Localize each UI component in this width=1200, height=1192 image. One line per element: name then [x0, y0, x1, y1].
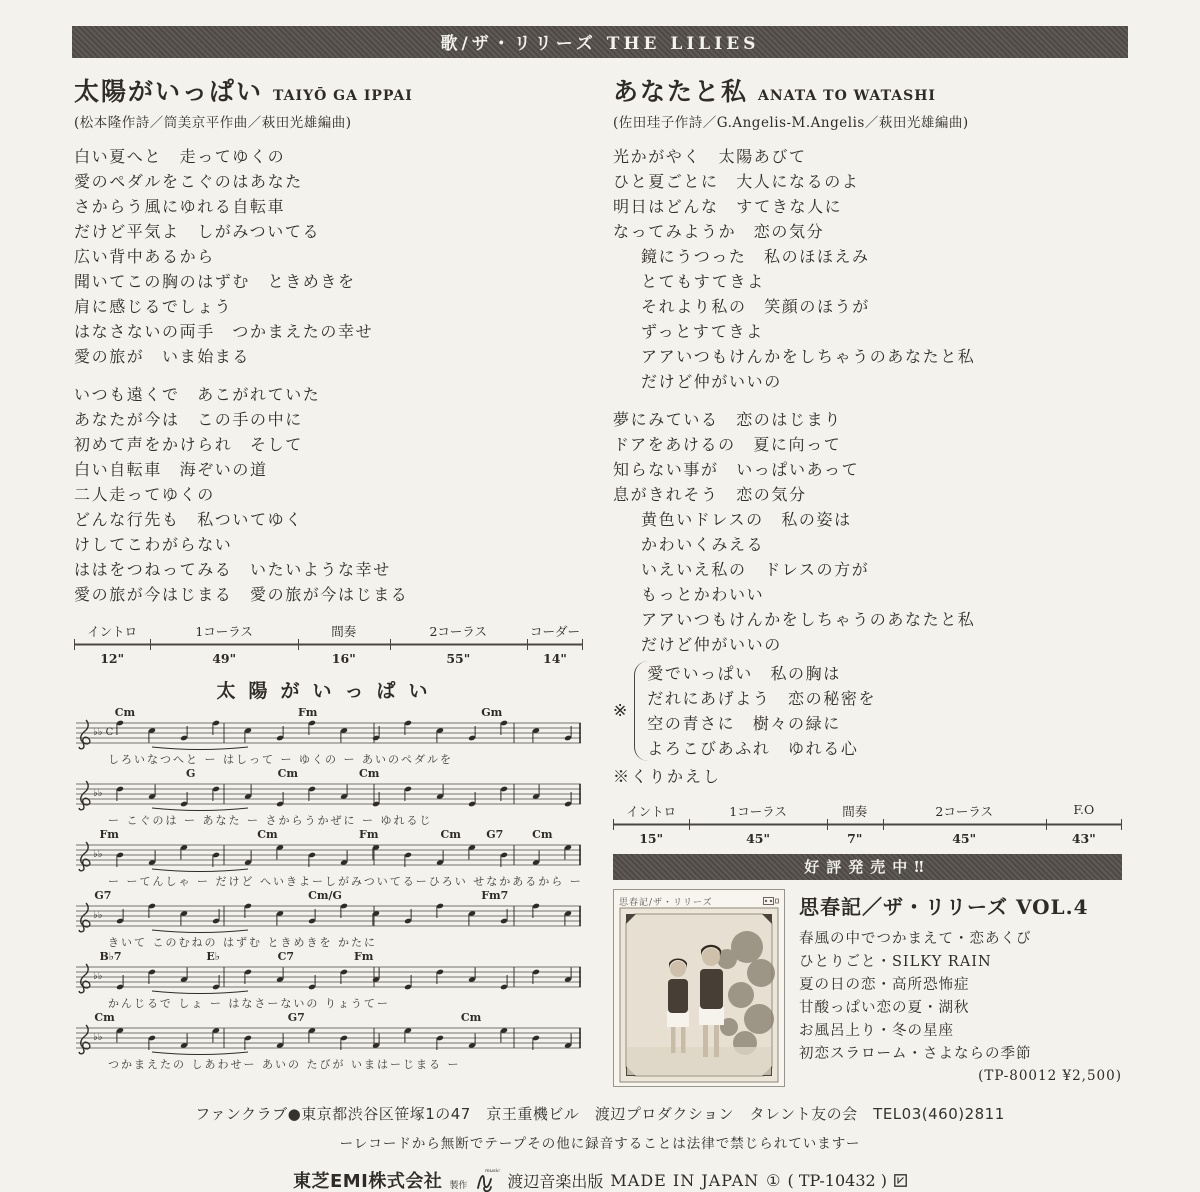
staff-row [74, 950, 583, 1008]
ad-band [613, 854, 1122, 880]
staff-row [74, 1011, 583, 1069]
left-song-column [74, 72, 583, 1087]
timeline-segment-line [298, 639, 390, 650]
lyric-line: 聞いてこの胸のはずむ ときめきを [74, 272, 356, 291]
header-band [72, 26, 1128, 58]
chord-symbol: Gm [481, 706, 503, 719]
album-track: 初恋スラローム・さよならの季節 [799, 1046, 1032, 1062]
timeline-segment-label: イントロ [626, 804, 677, 819]
lyric-line: なってみようか 恋の気分 [613, 222, 825, 241]
lyric-line: だけど平気よ しがみついてる [74, 222, 321, 241]
timeline-segment-duration: 7" [847, 831, 863, 846]
chord-symbol: G7 [486, 828, 504, 841]
staff-notation [74, 1024, 583, 1056]
timeline-segment-label: コーダー [529, 624, 580, 639]
album-cover-photo [619, 907, 779, 1083]
staff-chords [74, 767, 583, 780]
timeline-segment [74, 622, 150, 666]
staff-chords [74, 1011, 583, 1024]
right-song-verse-2 [613, 407, 1122, 657]
left-song-verse-1 [74, 144, 583, 369]
sheet-music [74, 706, 583, 1069]
lyric-line: 息がきれそう 恋の気分 [613, 485, 807, 504]
timeline-segment-label: イントロ [87, 624, 138, 639]
timeline-segment [390, 622, 527, 666]
staff-lyrics: ー こぐのは ー あなた ー さからうかぜに ー ゆれるじ [108, 814, 433, 827]
chord-symbol: Fm [297, 706, 318, 719]
left-song-verse-2 [74, 382, 583, 607]
lyric-line: 愛のペダルをこぐのはあなた [74, 172, 303, 191]
refrain-lines [634, 661, 876, 761]
timeline-segment-line [827, 819, 883, 830]
lyric-line: 空の青さに 樹々の緑に [647, 714, 841, 733]
left-song-title-ja: 太陽がいっぱい [74, 77, 264, 106]
disc-number-mark: ① [766, 1170, 781, 1190]
staff-row [74, 889, 583, 947]
chord-symbol: Cm [277, 767, 298, 780]
staff-notation [74, 963, 583, 995]
lyric-line: あなたが今は この手の中に [74, 410, 303, 429]
staff-chords [74, 828, 583, 841]
album-cover-caption: 思春記/ザ・リリーズ [619, 897, 713, 908]
lyric-line: よろこびあふれ ゆれる心 [647, 739, 859, 758]
album-catalog-number: (TP-80012 ¥2,500) [978, 1068, 1122, 1084]
publisher-line [0, 1166, 1200, 1192]
lyric-line: いえいえ私の ドレスの方が [641, 560, 870, 579]
timeline-segment-duration: 12" [100, 651, 125, 666]
timeline-segment-duration: 43" [1071, 831, 1096, 846]
timeline-segment-label: 2コーラス [429, 624, 488, 639]
chord-symbol: Cm/G [308, 889, 342, 902]
timeline-segment-line [883, 819, 1046, 830]
chord-symbol: G7 [287, 1011, 305, 1024]
album-track: 春風の中でつかまえて・恋あくび [799, 931, 1032, 947]
timeline-segment-label: 2コーラス [935, 804, 993, 819]
lyric-line: 明日はどんな すてきな人に [613, 197, 843, 216]
lyric-line: さからう風にゆれる自転車 [74, 197, 286, 216]
chord-symbol: Fm [99, 828, 119, 841]
chord-symbol: Cm [532, 828, 553, 841]
boxed-mark-icon [894, 1174, 907, 1187]
lyric-line: だけど仲がいいの [641, 635, 782, 654]
lyric-line: 知らない事が いっぱいあって [613, 460, 860, 479]
album-ad-text [799, 889, 1122, 1087]
right-song-title [613, 72, 1122, 108]
chord-symbol: Cm [359, 767, 380, 780]
lyric-line: ひと夏ごとに 大人になるのよ [613, 172, 860, 191]
cassette-icon [763, 897, 779, 905]
right-song-column [613, 72, 1122, 1087]
catalog-number: ( TP-10432 ) [787, 1170, 888, 1190]
timeline-segment [150, 622, 298, 666]
staff-chords [74, 706, 583, 719]
chord-symbol: G [185, 767, 196, 780]
staff-lyrics: かんじるで しょ ー はなさーないの りょうてー [108, 997, 390, 1010]
staff-lyrics: ー ーてんしゃ ー だけど へいきよーしがみついてるーひろい せなかあるから ー [108, 875, 583, 888]
album-track: 甘酸っぱい恋の夏・湖秋 [799, 1000, 970, 1016]
lyric-line: 広い背中あるから [74, 247, 215, 266]
staff-row [74, 828, 583, 886]
chord-symbol: G7 [94, 889, 112, 902]
lyric-line: 黄色いドレスの 私の姿は [641, 510, 852, 529]
timeline-segment-line [689, 819, 826, 830]
timeline-segment-label: 間奏 [331, 624, 357, 639]
right-song-credits: (佐田珪子作詩／G.Angelis-M.Angelis／萩田光雄編曲) [613, 115, 969, 131]
timeline-segment-duration: 55" [446, 651, 471, 666]
chord-symbol: Cm [460, 1011, 482, 1024]
lyric-line: 愛の旅が いま始まる [74, 347, 251, 366]
album-cover-caption-row [619, 895, 779, 907]
lyric-line: けしてこわがらない [74, 535, 233, 554]
svg-text:♭♭: ♭♭ [93, 910, 103, 921]
staff-row [74, 767, 583, 825]
timeline-segment [689, 802, 826, 846]
chord-symbol: C7 [277, 950, 295, 963]
right-song-structure-timeline [613, 802, 1122, 846]
made-in-label: MADE IN JAPAN [610, 1170, 760, 1190]
svg-text:music: music [485, 1168, 501, 1174]
album-ad [613, 889, 1122, 1087]
album-title: 思春記／ザ・リリーズ VOL.4 [799, 895, 1089, 919]
refrain-mark: ※ [613, 701, 628, 721]
album-track: 夏の日の恋・高所恐怖症 [799, 977, 970, 993]
copy-notice-line: ーレコードから無断でテープその他に録音することは法律で禁じられていますー [339, 1136, 861, 1152]
publisher-role: 製作 [449, 1181, 468, 1191]
staff-notation [74, 719, 583, 751]
svg-text:♭♭: ♭♭ [93, 788, 103, 799]
chord-symbol: E♭ [206, 950, 220, 963]
lyric-line: 二人走ってゆくの [74, 485, 215, 504]
svg-text:♭♭ C: ♭♭ C [93, 727, 114, 738]
album-track-list [799, 928, 1122, 1066]
timeline-segment-line [390, 639, 527, 650]
left-song-structure-timeline [74, 622, 583, 666]
timeline-segment-label: 1コーラス [195, 624, 253, 639]
refrain-block [613, 661, 1122, 761]
left-song-title [74, 72, 583, 108]
left-song-title-roman: TAIYŌ GA IPPAI [273, 88, 413, 104]
svg-text:♭♭: ♭♭ [93, 971, 103, 982]
chord-symbol: Cm [440, 828, 461, 841]
lyric-line: アアいつもけんかをしちゃうのあなたと私 [641, 347, 976, 366]
score-title: 太陽がいっぱい [216, 680, 441, 702]
lyric-line: もっとかわいい [641, 585, 765, 604]
publisher-name: 渡辺音楽出版 [507, 1171, 604, 1191]
timeline-segment-line [74, 639, 150, 650]
timeline-segment-duration: 45" [746, 831, 771, 846]
timeline-segment-label: F.O [1073, 802, 1095, 817]
svg-text:♭♭: ♭♭ [93, 1032, 103, 1043]
timeline-segment [527, 622, 583, 666]
left-song-credits: (松本隆作詩／筒美京平作曲／萩田光雄編曲) [74, 115, 352, 131]
repeat-note: ※くりかえし [613, 767, 722, 786]
staff-lyrics: しろいなつへと ー はしって ー ゆくの ー あいのペダルを [108, 753, 453, 766]
album-track: ひとりごと・SILKY RAIN [799, 954, 992, 970]
lyric-line: かわいくみえる [641, 535, 765, 554]
timeline-segment-duration: 16" [331, 651, 356, 666]
timeline-segment-line [150, 639, 298, 650]
lyric-line: ずっとすてきよ [641, 322, 764, 341]
timeline-segment-duration: 14" [543, 651, 567, 666]
timeline-segment [613, 802, 689, 846]
timeline-segment [298, 622, 390, 666]
lyric-line: 鏡にうつった 私のほほえみ [641, 247, 870, 266]
timeline-segment [1046, 802, 1122, 846]
timeline-segment-label: 1コーラス [729, 804, 787, 819]
staff-notation [74, 780, 583, 812]
staff-notation [74, 841, 583, 873]
right-song-verse-1 [613, 144, 1122, 394]
lyric-line: 光かがやく 太陽あびて [613, 147, 807, 166]
album-track: お風呂上り・冬の星座 [799, 1023, 954, 1039]
chord-symbol: Fm7 [481, 889, 509, 902]
lyric-line: 初めて声をかけられ そして [74, 435, 303, 454]
chord-symbol: Cm [257, 828, 278, 841]
lyric-line: 愛の旅が今はじまる 愛の旅が今はじまる [74, 585, 409, 604]
lyric-line: いつも遠くで あこがれていた [74, 385, 321, 404]
lyric-line: 夢にみている 恋のはじまり [613, 410, 842, 429]
ad-band-title: 好評発売中‼ [804, 858, 931, 876]
chord-symbol: B♭7 [99, 950, 122, 963]
chord-symbol: Fm [353, 950, 374, 963]
svg-text:♭♭: ♭♭ [93, 849, 103, 860]
lyric-line: 愛でいっぱい 私の胸は [647, 664, 841, 683]
lyric-line: アアいつもけんかをしちゃうのあなたと私 [641, 610, 976, 629]
timeline-segment-duration: 15" [639, 831, 664, 846]
header-band-title: 歌/ザ・リリーズ THE LILIES [440, 34, 760, 54]
right-song-title-roman: ANATA TO WATASHI [758, 88, 936, 104]
lyric-line: ははをつねってみる いたいような幸せ [74, 560, 391, 579]
staff-chords [74, 889, 583, 902]
chord-symbol: Fm [359, 828, 379, 841]
album-cover [613, 889, 785, 1087]
lyric-line: 白い夏へと 走ってゆくの [74, 147, 286, 166]
timeline-segment-duration: 45" [952, 831, 977, 846]
lyric-line: それより私の 笑顔のほうが [641, 297, 870, 316]
lyric-line: だけど仲がいいの [641, 372, 782, 391]
timeline-segment-label: 間奏 [842, 804, 868, 819]
timeline-segment-line [1046, 819, 1122, 830]
watanabe-music-logo-icon [474, 1166, 500, 1192]
staff-notation [74, 902, 583, 934]
chord-symbol: Cm [94, 1011, 115, 1024]
timeline-segment-line [527, 639, 583, 650]
lyric-line: とてもすてきよ [641, 272, 765, 291]
timeline-segment [827, 802, 883, 846]
lyric-line: どんな行先も 私ついてゆく [74, 510, 303, 529]
lyric-line: はなさないの両手 つかまえたの幸せ [74, 322, 374, 341]
right-song-title-ja: あなたと私 [613, 77, 749, 106]
publisher-company: 東芝EMI株式会社 [292, 1171, 443, 1192]
lyric-line: 肩に感じるでしょう [74, 297, 233, 316]
two-column-layout [74, 72, 1126, 1087]
timeline-segment-duration: 49" [212, 651, 237, 666]
chord-symbol: Cm [114, 706, 136, 719]
lyric-line: ドアをあけるの 夏に向って [613, 435, 842, 454]
fanclub-line: ファンクラブ●東京都渋谷区笹塚1の47 京王重機ビル 渡辺プロダクション タレント友の会 TEL03(460)2811 [195, 1105, 1005, 1123]
lyric-line: 白い自転車 海ぞいの道 [74, 460, 268, 479]
staff-row [74, 706, 583, 764]
timeline-segment [883, 802, 1046, 846]
staff-lyrics: つかまえたの しあわせー あいの たびが いまはーじまる ー [108, 1058, 461, 1071]
lyric-line: だれにあげよう 恋の秘密を [647, 689, 877, 708]
staff-lyrics: きいて このむねの はずむ ときめきを かたに [108, 936, 377, 949]
timeline-segment-line [613, 819, 689, 830]
staff-chords [74, 950, 583, 963]
